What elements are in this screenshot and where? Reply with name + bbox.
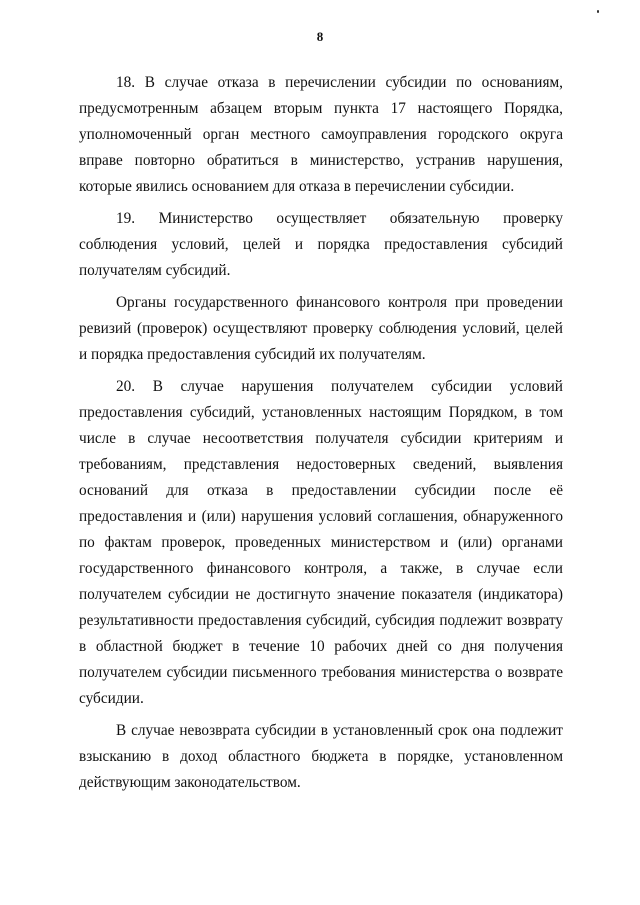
paragraph-20: 20. В случае нарушения получателем субсидии условий предоставления субсидий, установленных настоящим Порядком, в том числе в случае несоответствия получателя субсидии критериям и требованиям, представления недостоверных сведений, выявления оснований для отказа в предоставлении субсидии после её предоставления и (или) нарушения условий соглашения, обнаруженного по фактам проверок, проведенных министерством и (или) органами государственного финансового контроля, а также, в случае если получателем субсидии не достигнуто значение показателя (индикатора) результативности предоставления субсидий, субсидия подлежит возврату в областной бюджет в течение 10 рабочих дней со дня получения получателем субсидии письменного требования министерства о возврате субсидии. <box>79 378 563 707</box>
paragraph-financial-control: Органы государственного финансового контроля при проведении ревизий (проверок) осуществляют проверку соблюдения условий, целей и порядка предоставления субсидий их получателям. <box>79 294 563 363</box>
document-body <box>79 70 563 796</box>
scan-mark <box>597 10 599 13</box>
paragraph-non-return: В случае невозврата субсидии в установленный срок она подлежит взысканию в доход областного бюджета в порядке, установленном действующим законодательством. <box>79 722 563 791</box>
paragraph-19: 19. Министерство осуществляет обязательную проверку соблюдения условий, целей и порядка предоставления субсидий получателям субсидий. <box>79 210 563 279</box>
page-number: 8 <box>316 29 324 44</box>
paragraph-18: 18. В случае отказа в перечислении субсидии по основаниям, предусмотренным абзацем вторым пункта 17 настоящего Порядка, уполномоченный орган местного самоуправления городского округа вправе повторно обратиться в министерство, устранив нарушения, которые явились основанием для отказа в перечислении субсидии. <box>79 74 563 195</box>
